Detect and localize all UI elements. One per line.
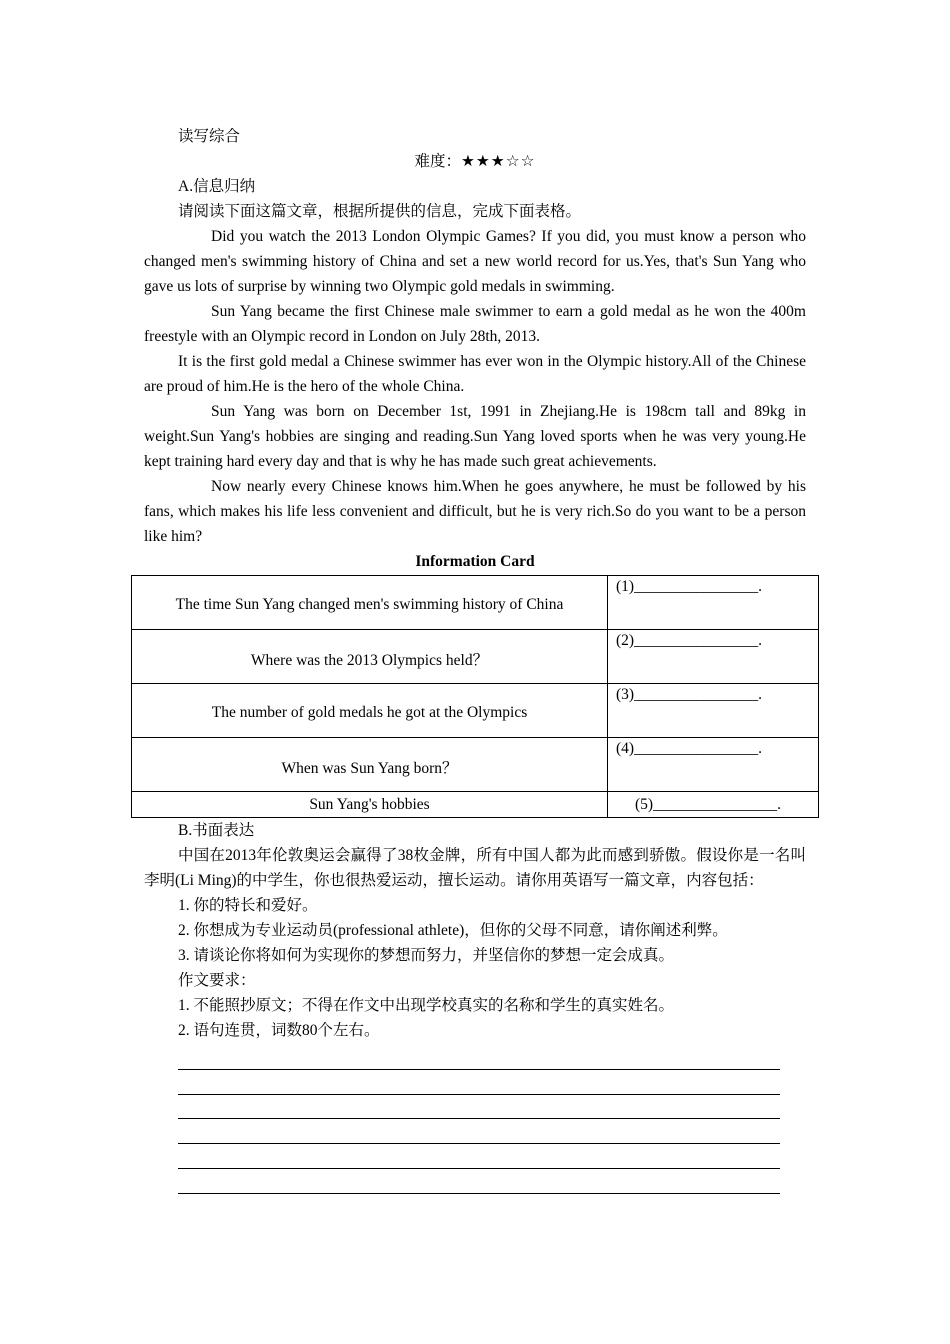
passage-paragraph-1: Did you watch the 2013 London Olympic Games? If you did, you must know a person who changed men's swimming history of China and set a new world record for us.Yes, that's Sun Yang who gave us lots of surprise by winning two Olympic gold medals in swimming. (144, 228, 806, 295)
writing-line[interactable] (178, 1045, 780, 1070)
card-question: The number of gold medals he got at the Olympics (132, 684, 608, 738)
table-row (132, 576, 819, 630)
card-answer-blank[interactable]: (4)________________. (608, 738, 819, 792)
table-row (132, 792, 819, 818)
passage-paragraph-5: Now nearly every Chinese knows him.When he goes anywhere, he must be followed by his fans, which makes his life less convenient and difficult, but he is very rich.So do you want to be a person like him? (144, 478, 806, 545)
card-answer-blank[interactable]: (2)________________. (608, 630, 819, 684)
passage-paragraph-4: Sun Yang was born on December 1st, 1991 in Zhejiang.He is 198cm tall and 89kg in weight.Sun Yang's hobbies are singing and reading.Sun Yang loved sports when he was very young.He kept training hard every day and that is why he has made such great achievements. (144, 403, 806, 470)
card-answer-blank[interactable]: (5)________________. (608, 792, 819, 818)
table-row (132, 738, 819, 792)
card-question: The time Sun Yang changed men's swimming history of China (132, 576, 608, 630)
difficulty-stars: ★★★☆☆ (461, 153, 536, 170)
card-answer-blank[interactable]: (1)________________. (608, 576, 819, 630)
information-card-title: Information Card (415, 553, 535, 570)
card-question: Sun Yang's hobbies (132, 792, 608, 818)
card-question: Where was the 2013 Olympics held？ (132, 630, 608, 684)
requirement-2: 2. 语句连贯，词数80个左右。 (178, 1022, 380, 1039)
content-point-2: 2. 你想成为专业运动员(professional athlete)，但你的父母不同意，请你阐述利弊。 (178, 922, 728, 939)
requirement-1: 1. 不能照抄原文；不得在作文中出现学校真实的名称和学生的真实姓名。 (178, 997, 675, 1014)
writing-line[interactable] (178, 1070, 780, 1095)
difficulty-label: 难度： (414, 153, 462, 170)
passage-paragraph-3: It is the first gold medal a Chinese swimmer has ever won in the Olympic history.All of the Chinese are proud of him.He is the hero of the whole China. (144, 353, 806, 395)
part-a-instruction: 请阅读下面这篇文章，根据所提供的信息，完成下面表格。 (178, 203, 582, 220)
card-question: When was Sun Yang born？ (132, 738, 608, 792)
content-point-3: 3. 请谈论你将如何为实现你的梦想而努力，并坚信你的梦想一定会成真。 (178, 947, 675, 964)
writing-line[interactable] (178, 1169, 780, 1194)
part-a-title: A.信息归纳 (178, 178, 256, 195)
content-point-1: 1. 你的特长和爱好。 (178, 897, 318, 914)
card-answer-blank[interactable]: (3)________________. (608, 684, 819, 738)
part-b-prompt: 中国在2013年伦敦奥运会赢得了38枚金牌，所有中国人都为此而感到骄傲。假设你是一名叫李明(Li Ming)的中学生，你也很热爱运动，擅长运动。请你用英语写一篇文章，内容包括： (144, 847, 806, 889)
writing-line[interactable] (178, 1144, 780, 1169)
writing-line[interactable] (178, 1119, 780, 1144)
part-b-title: B.书面表达 (178, 822, 255, 839)
section-title: 读写综合 (178, 128, 241, 145)
information-card-table (131, 575, 819, 818)
requirements-title: 作文要求： (178, 972, 256, 989)
table-row (132, 684, 819, 738)
worksheet-page (144, 124, 806, 1194)
writing-line[interactable] (178, 1095, 780, 1120)
table-row (132, 630, 819, 684)
passage-paragraph-2: Sun Yang became the first Chinese male swimmer to earn a gold medal as he won the 400m freestyle with an Olympic record in London on July 28th, 2013. (144, 303, 806, 345)
writing-area[interactable] (144, 1045, 806, 1194)
difficulty-rating (144, 149, 806, 174)
